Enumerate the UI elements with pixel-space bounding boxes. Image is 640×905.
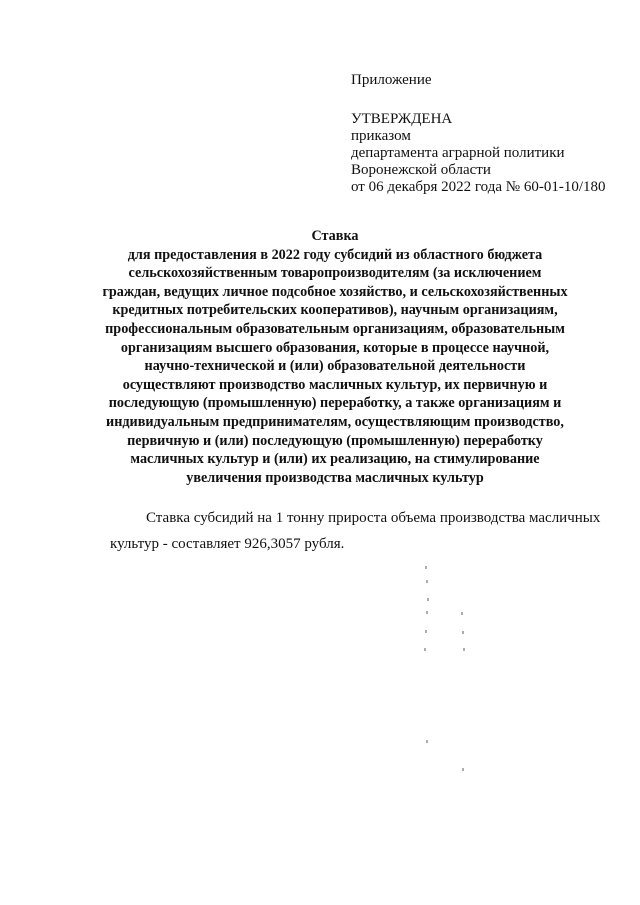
title-line: первичную и (или) последующую (промышленную) переработку: [127, 432, 543, 449]
scan-artifact: [426, 611, 428, 614]
department-name: департамента аграрной политики: [351, 145, 565, 161]
region-name: Воронежской области: [351, 162, 491, 178]
scan-artifact: [462, 768, 464, 771]
scan-artifact: [426, 740, 428, 743]
body-paragraph-line: Ставка субсидий на 1 тонну прироста объема производства масличных: [146, 510, 601, 526]
title-line: индивидуальным предпринимателям, осуществляющим производство,: [106, 413, 564, 430]
body-paragraph-line: культур - составляет 926,3057 рубля.: [110, 536, 345, 552]
title-line: профессиональным образовательным организациям, образовательным: [105, 320, 565, 337]
title-line: последующую (промышленную) переработку, а также организациям и: [108, 395, 562, 412]
approved-label: УТВЕРЖДЕНА: [351, 111, 453, 127]
appendix-label: Приложение: [351, 72, 432, 88]
scan-artifact: [463, 648, 465, 651]
scan-artifact: [425, 630, 427, 633]
title-line: граждан, ведущих личное подсобное хозяйство, и сельскохозяйственных: [102, 283, 568, 300]
title-line: масличных культур и (или) их реализацию, на стимулирование: [130, 451, 540, 468]
scan-artifact: [461, 612, 463, 615]
title-line: научно-технической и (или) образовательной деятельности: [144, 358, 526, 375]
title-line: сельскохозяйственным товаропроизводителям (за исключением: [128, 265, 542, 282]
scan-artifact: [424, 648, 426, 651]
title-line: осуществляют производство масличных культур, их первичную и: [122, 376, 548, 393]
title-line: организациям высшего образования, которые в процессе научной,: [120, 339, 550, 356]
scan-artifact: [425, 566, 427, 569]
title-heading: Ставка: [311, 228, 359, 244]
title-line: увеличения производства масличных культур: [186, 469, 484, 486]
approval-block: [351, 72, 606, 196]
scan-artifact: [426, 580, 428, 583]
title-line: для предоставления в 2022 году субсидий из областного бюджета: [127, 246, 543, 263]
title-line: кредитных потребительских кооперативов), научным организациям,: [112, 302, 558, 319]
order-reference: от 06 декабря 2022 года № 60-01-10/180: [351, 179, 606, 195]
document-title: [100, 227, 570, 487]
by-order-label: приказом: [351, 128, 411, 144]
scan-artifact: [427, 598, 429, 601]
scan-artifact: [462, 631, 464, 634]
